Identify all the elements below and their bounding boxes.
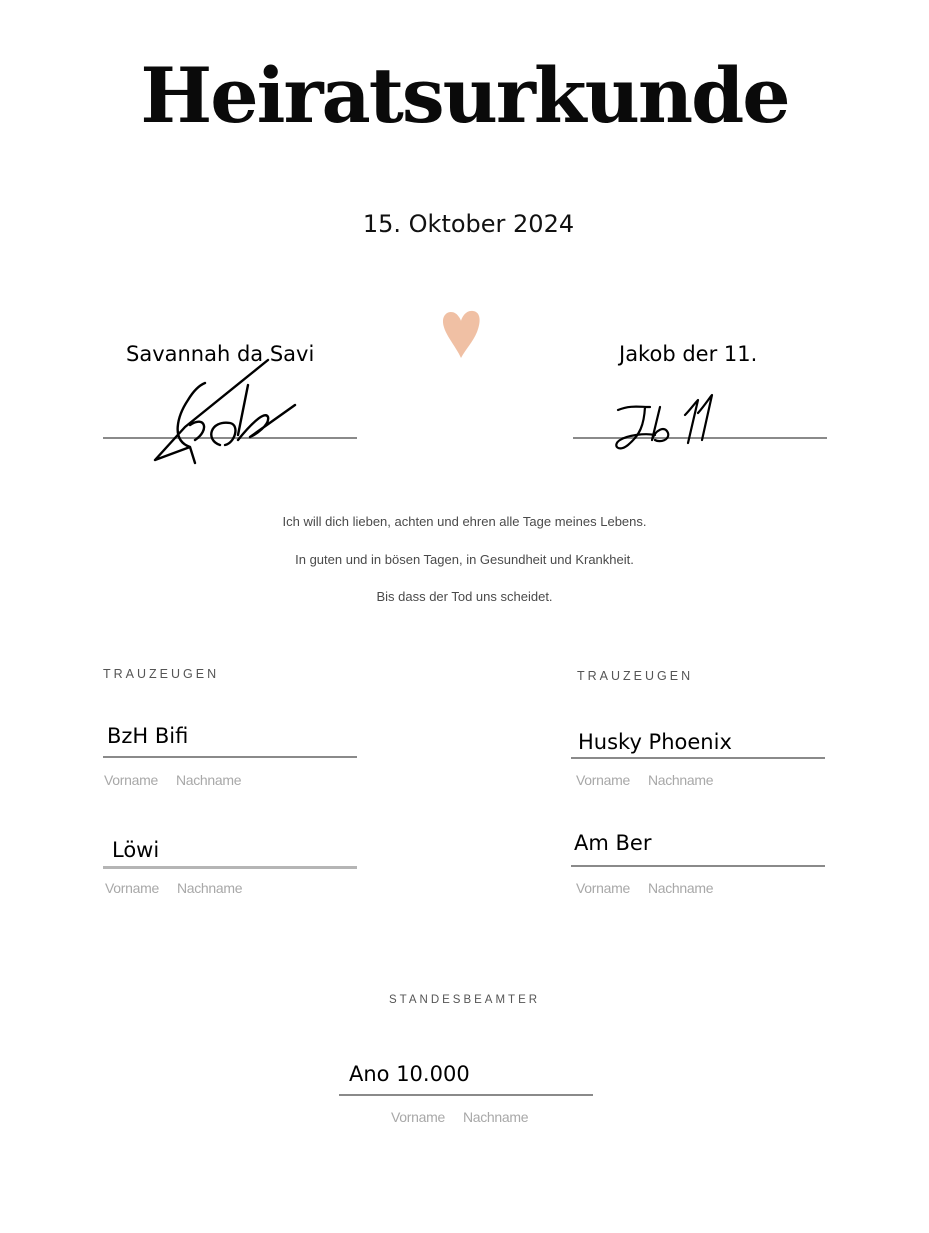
caption-first-name: Vorname — [104, 772, 158, 788]
witness-1-line — [103, 756, 357, 758]
caption-first-name: Vorname — [576, 772, 630, 788]
witness-3-name: Löwi — [112, 838, 160, 862]
registrar-label: STANDESBEAMTER — [389, 994, 541, 1006]
wedding-date: 15. Oktober 2024 — [362, 210, 575, 238]
caption-last-name: Nachname — [647, 772, 714, 788]
heart-icon — [440, 308, 482, 360]
vow-line-2: In guten und in bösen Tagen, in Gesundheit und Krankheit. — [295, 552, 634, 567]
caption-last-name: Nachname — [462, 1109, 529, 1125]
witness-3-line — [103, 866, 357, 869]
witness-1-name: BzH Bifi — [107, 724, 189, 748]
caption-last-name: Nachname — [647, 880, 714, 896]
caption-first-name: Vorname — [391, 1109, 445, 1125]
witnesses-label-right: TRAUZEUGEN — [577, 669, 694, 683]
caption-first-name: Vorname — [105, 880, 159, 896]
partner-1-signature — [150, 355, 310, 470]
partner-2-signature — [610, 385, 725, 457]
caption-last-name: Nachname — [176, 880, 243, 896]
witnesses-label-left: TRAUZEUGEN — [103, 667, 220, 681]
caption-last-name: Nachname — [175, 772, 242, 788]
caption-first-name: Vorname — [576, 880, 630, 896]
registrar-caption — [391, 1109, 528, 1125]
partner-2-name: Jakob der 11. — [619, 342, 758, 366]
witness-4-line — [571, 865, 825, 867]
vow-line-3: Bis dass der Tod uns scheidet. — [376, 589, 553, 604]
witness-4-name: Am Ber — [574, 831, 652, 855]
witness-2-line — [571, 757, 825, 759]
witness-1-caption — [104, 772, 241, 788]
witness-4-caption — [576, 880, 713, 896]
registrar-line — [339, 1094, 593, 1096]
partner-1-name: Savannah da Savi — [126, 342, 315, 366]
witness-2-name: Husky Phoenix — [578, 730, 732, 754]
vow-line-1: Ich will dich lieben, achten und ehren alle Tage meines Lebens. — [282, 514, 647, 529]
witness-2-caption — [576, 772, 713, 788]
registrar-name: Ano 10.000 — [349, 1062, 470, 1086]
document-title: Heiratsurkunde — [140, 51, 789, 140]
witness-3-caption — [105, 880, 242, 896]
